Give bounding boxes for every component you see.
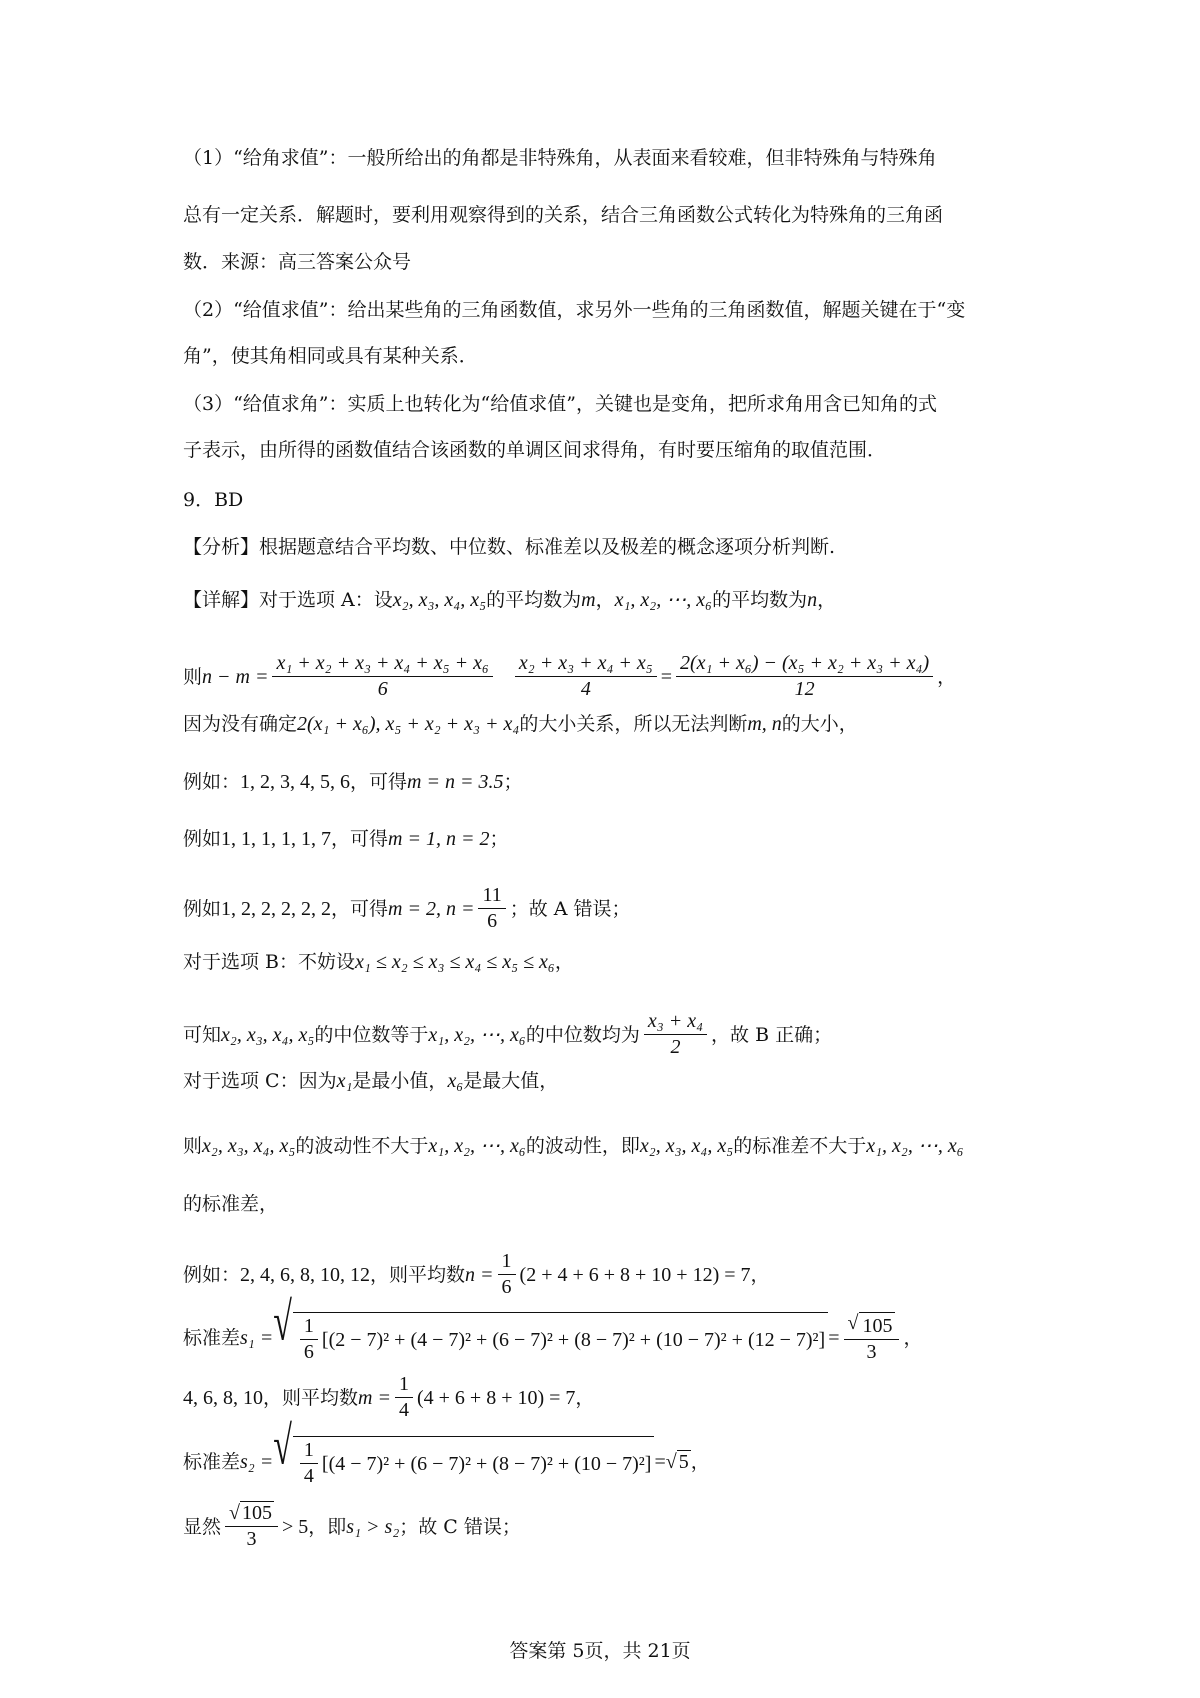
text: ， bbox=[817, 589, 837, 611]
math-expr: m = 2, n = bbox=[388, 897, 475, 920]
denominator: 3 bbox=[246, 1528, 257, 1550]
fraction bbox=[225, 1502, 278, 1551]
denominator: 4 bbox=[303, 1465, 314, 1487]
text: ；故 C 错误； bbox=[399, 1515, 521, 1538]
text: 可知 bbox=[183, 1023, 222, 1046]
example-line bbox=[183, 766, 1040, 798]
fraction bbox=[300, 1315, 318, 1364]
math-expr: s₂ = bbox=[240, 1451, 274, 1473]
text: ， bbox=[575, 1386, 595, 1409]
fraction bbox=[395, 1373, 413, 1422]
text: ，即 bbox=[308, 1515, 347, 1538]
denominator: 2 bbox=[670, 1036, 681, 1058]
numerator: √ 105 bbox=[225, 1502, 278, 1527]
math-expr: m = 1, n = 2 bbox=[388, 828, 490, 850]
math-expr: (2 + 4 + 6 + 8 + 10 + 12) = 7 bbox=[519, 1263, 751, 1286]
numerator: 1 bbox=[498, 1250, 516, 1275]
question-number: 9．BD bbox=[183, 489, 244, 511]
text: ， bbox=[903, 1327, 923, 1349]
text: ， bbox=[937, 665, 957, 688]
paragraph-line: （2）“给值求值”：给出某些角的三角函数值，求另外一些角的三角函数值，解题关键在于“变 bbox=[183, 299, 966, 321]
numerator: x₁ + x₂ + x₃ + x₄ + x₅ + x₆ bbox=[272, 652, 492, 677]
text: ，可得 bbox=[331, 897, 389, 920]
example-line bbox=[183, 884, 1040, 933]
text: ， bbox=[750, 1263, 770, 1286]
text: ，故 B 正确； bbox=[711, 1023, 833, 1046]
conclusion-line bbox=[183, 1502, 1040, 1551]
numerator: 2(x₁ + x₆) − (x₅ + x₂ + x₃ + x₄) bbox=[676, 652, 933, 677]
math-vars: x₁, x₂, ⋯, x₆ bbox=[614, 589, 713, 611]
text: 则 bbox=[183, 1135, 203, 1157]
text: 标准差 bbox=[183, 1327, 241, 1349]
paragraph-line: 数．来源：高三答案公众号 bbox=[183, 251, 412, 273]
detail-line-a bbox=[183, 584, 1040, 616]
paragraph-line: 的标准差， bbox=[183, 1193, 279, 1215]
text: ；故 A 错误； bbox=[509, 897, 631, 920]
text: 标准差 bbox=[183, 1451, 241, 1473]
math-vars: x₂, x₃, x₄, x₅ bbox=[392, 589, 487, 611]
fraction bbox=[478, 884, 505, 933]
text: ，则平均数 bbox=[370, 1263, 466, 1286]
text: 的波动性，即 bbox=[525, 1135, 640, 1157]
numerator bbox=[844, 1312, 900, 1340]
denominator: 3 bbox=[866, 1341, 877, 1363]
numerator: x₃ + x₄ bbox=[644, 1010, 707, 1035]
math-expr: n = bbox=[465, 1263, 494, 1286]
math-data: 1, 1, 1, 1, 1, 7 bbox=[221, 828, 332, 850]
numerator: 1 bbox=[395, 1373, 413, 1398]
math-var: x₁ bbox=[336, 1070, 353, 1092]
math-vars: x₂, x₃, x₄, x₅ bbox=[221, 1023, 315, 1046]
math-expr: m = n = 3.5 bbox=[407, 771, 504, 793]
fraction bbox=[300, 1439, 318, 1488]
text: ； bbox=[489, 828, 509, 850]
text: 是最小值， bbox=[352, 1070, 448, 1092]
math-vars: m, n bbox=[747, 713, 782, 735]
denominator: 6 bbox=[487, 910, 498, 932]
math-var: m bbox=[581, 589, 596, 611]
text: ， bbox=[690, 1451, 710, 1473]
text: 的平均数为 bbox=[486, 589, 582, 611]
math-vars: x₂, x₃, x₄, x₅ bbox=[639, 1135, 734, 1157]
math-vars: x₂, x₃, x₄, x₅ bbox=[202, 1135, 296, 1157]
because-line bbox=[183, 708, 1040, 740]
square-root: √ 5 bbox=[665, 1451, 689, 1473]
text: ， bbox=[595, 589, 615, 611]
denominator: 12 bbox=[794, 678, 815, 700]
equals: = bbox=[660, 665, 673, 688]
fraction bbox=[515, 652, 657, 701]
text: 例如： bbox=[183, 771, 241, 793]
equals: = bbox=[654, 1451, 666, 1473]
numerator: 11 bbox=[478, 884, 505, 909]
denominator: 6 bbox=[377, 678, 388, 700]
text: 的大小， bbox=[781, 713, 858, 735]
math-expr: n − m = bbox=[202, 665, 269, 688]
denominator: 6 bbox=[501, 1276, 512, 1298]
paragraph-line: （1）“给角求值”：一般所给出的角都是非特殊角，从表面来看较难，但非特殊角与特殊角 bbox=[183, 147, 937, 169]
math-expr: (4 + 6 + 8 + 10) = 7 bbox=[416, 1386, 576, 1409]
fraction bbox=[644, 1010, 707, 1059]
math-data: 1, 2, 3, 4, 5, 6 bbox=[240, 771, 351, 793]
paragraph-line: （3）“给值求角”：实质上也转化为“给值求值”，关键也是变角，把所求角用含已知角的式 bbox=[183, 393, 937, 415]
text: 的大小关系，所以无法判断 bbox=[519, 713, 748, 735]
math-vars: x₁, x₂, ⋯, x₆ bbox=[428, 1135, 526, 1157]
text: 例如 bbox=[183, 897, 222, 920]
text: 【详解】对于选项 A：设 bbox=[183, 589, 393, 611]
text: 例如 bbox=[183, 828, 222, 850]
math-expr: m = bbox=[358, 1386, 391, 1409]
equals: = bbox=[828, 1327, 840, 1349]
numerator: 1 bbox=[300, 1315, 318, 1340]
square-root: √ 105 bbox=[848, 1312, 896, 1338]
math-vars: x₁, x₂, ⋯, x₆ bbox=[428, 1023, 526, 1046]
equation-n-minus-m bbox=[183, 652, 1040, 701]
square-root: √ $\frac{1}{4}$ [(4 − 7)² + (6 − 7)² + (8 − 7)² + (10 − 7)²] bbox=[273, 1436, 654, 1488]
fraction bbox=[272, 652, 492, 701]
math-expr: s₁ > s₂ bbox=[346, 1515, 400, 1538]
math-data: 4, 6, 8, 10 bbox=[183, 1386, 263, 1409]
text: 的波动性不大于 bbox=[295, 1135, 429, 1157]
example-line bbox=[183, 823, 1040, 855]
math-data: 1, 2, 2, 2, 2, 2 bbox=[221, 897, 332, 920]
paragraph-line: 角”，使其角相同或具有某种关系． bbox=[183, 345, 478, 367]
text: ，可得 bbox=[350, 771, 408, 793]
text: 的中位数均为 bbox=[525, 1023, 640, 1046]
math-expr: 2(x₁ + x₆), x₅ + x₂ + x₃ + x₄ bbox=[297, 713, 520, 735]
text: 的平均数为 bbox=[712, 589, 808, 611]
text: ，可得 bbox=[331, 828, 389, 850]
std-dev-line-2 bbox=[183, 1417, 1040, 1488]
text: 是最大值， bbox=[463, 1070, 559, 1092]
example-mean-line-2 bbox=[183, 1373, 1040, 1422]
std-dev-line-1 bbox=[183, 1293, 1040, 1364]
option-c-line bbox=[183, 1065, 1040, 1097]
math-var: x₆ bbox=[447, 1070, 464, 1092]
math-data: 2, 4, 6, 8, 10, 12 bbox=[240, 1263, 371, 1286]
text: 的中位数等于 bbox=[314, 1023, 429, 1046]
fraction bbox=[676, 652, 933, 701]
text: 因为没有确定 bbox=[183, 713, 298, 735]
paragraph-line: 子表示，由所得的函数值结合该函数的单调区间求得角，有时要压缩角的取值范围． bbox=[183, 439, 887, 461]
numerator: 1 bbox=[300, 1439, 318, 1464]
math-expr: [(2 − 7)² + (4 − 7)² + (6 − 7)² + (8 − 7)² + (10 − 7)² + (12 − 7)²] bbox=[321, 1328, 826, 1351]
median-line bbox=[183, 1010, 1040, 1059]
math-expr: x₁ ≤ x₂ ≤ x₃ ≤ x₄ ≤ x₅ ≤ x₆ bbox=[355, 951, 555, 973]
text: 对于选项 C：因为 bbox=[183, 1070, 337, 1092]
denominator: 4 bbox=[398, 1399, 409, 1421]
text: 例如： bbox=[183, 1263, 241, 1286]
fluctuation-line bbox=[183, 1130, 1040, 1162]
text: ，则平均数 bbox=[263, 1386, 359, 1409]
text: ， bbox=[554, 951, 574, 973]
text: ； bbox=[503, 771, 523, 793]
example-mean-line bbox=[183, 1250, 1040, 1299]
page-footer: 答案第 5页，共 21页 bbox=[509, 1640, 691, 1662]
text: 显然 bbox=[183, 1515, 222, 1538]
paragraph-line: 总有一定关系．解题时，要利用观察得到的关系，结合三角函数公式转化为特殊角的三角函 bbox=[183, 204, 944, 226]
fraction bbox=[844, 1312, 900, 1364]
text: 对于选项 B：不妨设 bbox=[183, 951, 356, 973]
text: 则 bbox=[183, 665, 203, 688]
math-vars: x₁, x₂, ⋯, x₆ bbox=[866, 1135, 964, 1157]
math-expr: s₁ = bbox=[240, 1327, 274, 1349]
option-b-line bbox=[183, 946, 1040, 978]
analysis-line: 【分析】根据题意结合平均数、中位数、标准差以及极差的概念逐项分析判断. bbox=[183, 536, 836, 558]
denominator: 6 bbox=[303, 1341, 314, 1363]
math-expr: [(4 − 7)² + (6 − 7)² + (8 − 7)² + (10 − 7)²] bbox=[321, 1452, 652, 1475]
square-root: √ $\frac{1}{6}$ [(2 − 7)² + (4 − 7)² + (6 − 7)² + (8 − 7)² + (10 − 7)² + (12 − 7)²] bbox=[273, 1312, 828, 1364]
denominator: 4 bbox=[580, 678, 591, 700]
numerator: x₂ + x₃ + x₄ + x₅ bbox=[515, 652, 657, 677]
math-expr: > 5 bbox=[282, 1515, 309, 1538]
fraction bbox=[498, 1250, 516, 1299]
text: 的标准差不大于 bbox=[733, 1135, 867, 1157]
math-var: n bbox=[807, 589, 818, 611]
